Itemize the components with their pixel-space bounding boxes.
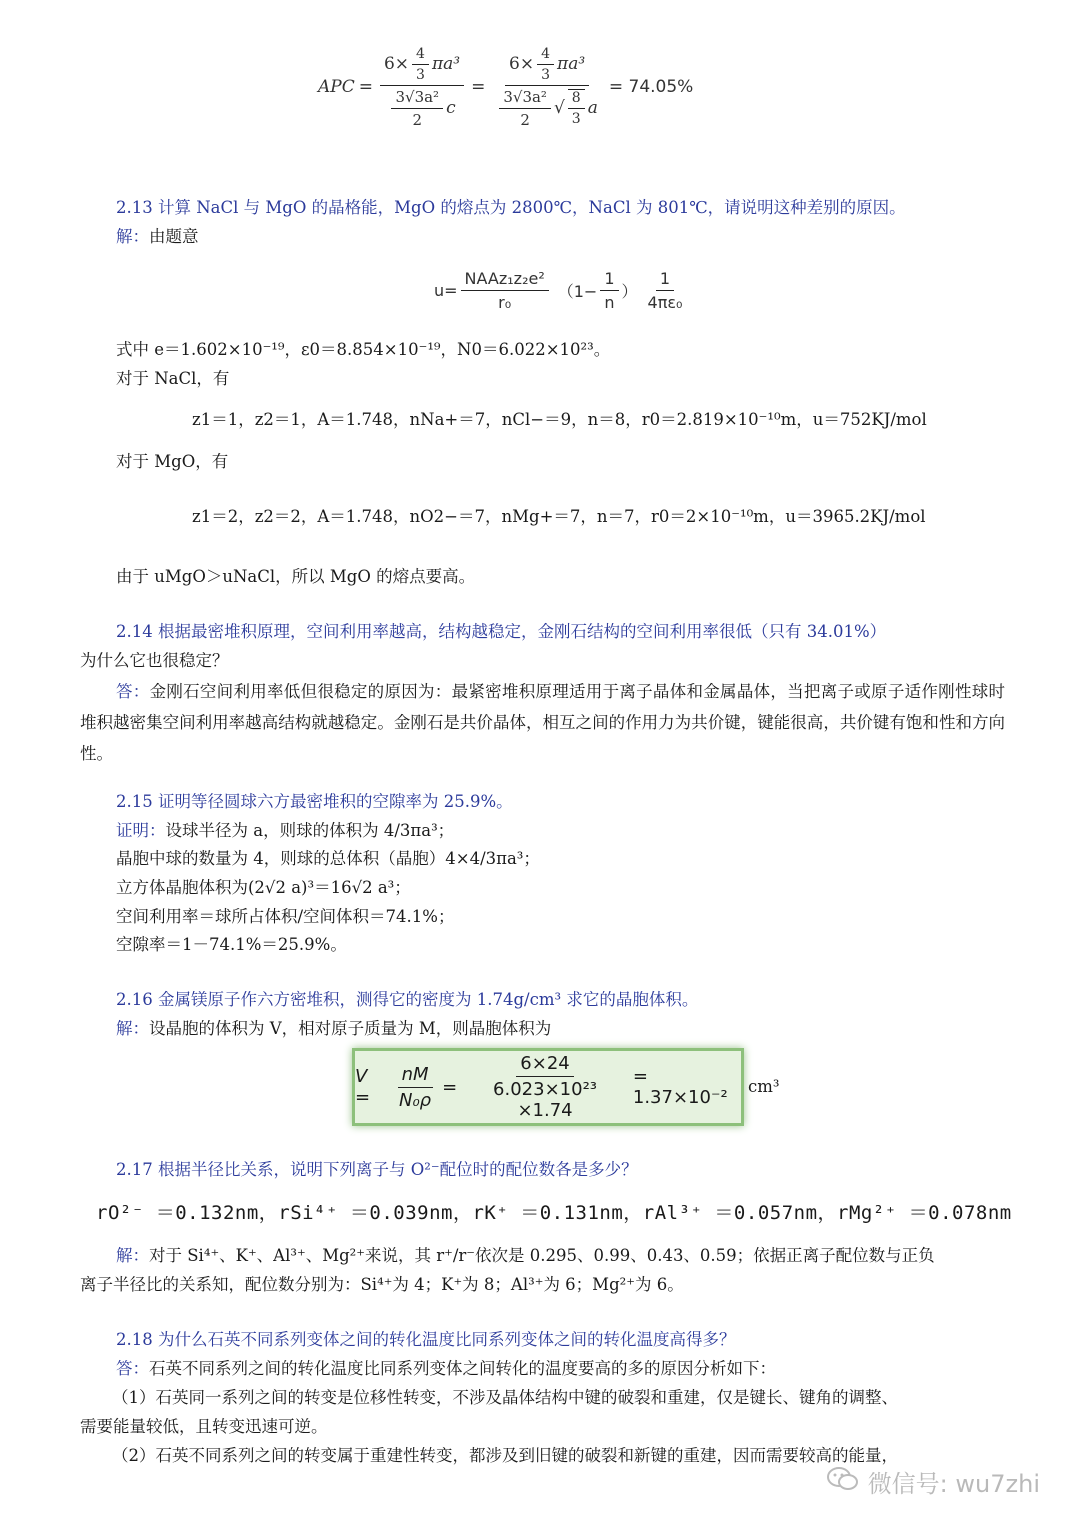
proof-2-15-line2: 晶胞中球的数量为 4，则球的总体积（晶胞）4×4/3πa³； [116, 849, 540, 868]
wechat-icon [826, 1465, 860, 1499]
mgo-heading: 对于 MgO，有 [116, 452, 229, 471]
answer-2-18-point1-line1: （1）石英同一系列之间的转变是位移性转变，不涉及晶体结构中键的破裂和重建，仅是键长、键角的调整、 [112, 1388, 898, 1407]
question-2-18-title: 2.18 为什么石英不同系列变体之间的转化温度比同系列变体之间的转化温度高得多？ [116, 1330, 736, 1349]
answer-2-14: 答：金刚石空间利用率低但很稳定的原因为：最紧密堆积原理适用于离子晶体和金属晶体，当把离子或原子适作刚性球时堆积越密集空间利用率越高结构就越稳定。金刚石是共价晶体，相互之间的作用力为共价键，键能很高，共价键有饱和性和方向性。 [80, 682, 1006, 763]
apc-fraction-2: 6× $\frac{4}{3}$ πa³ $\frac{\text{3√3a²}}{2}$ √ $\frac{8}{3}$ a [492, 46, 602, 129]
proof-2-15-line1: 证明：设球半径为 a，则球的体积为 4/3πa³； [116, 821, 455, 840]
nacl-heading: 对于 NaCl，有 [116, 369, 230, 388]
q213-conclusion: 由于 uMgO＞uNaCl，所以 MgO 的熔点要高。 [116, 567, 476, 586]
proof-2-15-line3: 立方体晶胞体积为(2√2 a)³＝16√2 a³； [116, 878, 411, 897]
question-2-13-title: 2.13 计算 NaCl 与 MgO 的晶格能，MgO 的熔点为 2800℃，NaCl 为 801℃，请说明这种差别的原因。 [116, 198, 906, 217]
apc-result: = 74.05% [608, 77, 694, 97]
answer-2-17-line2: 离子半径比的关系知，配位数分别为：Si⁴⁺为 4；K⁺为 8；Al³⁺为 6；Mg²⁺为 6。 [80, 1275, 684, 1294]
ionic-radii-line: rO²⁻ ＝0.132nm，rSi⁴⁺ ＝0.039nm，rK⁺ ＝0.131nm，rAl³⁺ ＝0.057nm，rMg²⁺ ＝0.078nm [96, 1202, 1012, 1224]
apc-fraction-1: 6× $\frac{4}{3}$ πa³ $\frac{\text{3√3a²}}{2}$ c [380, 46, 464, 129]
answer-2-16-intro: 解：设晶胞的体积为 V，相对原子质量为 M，则晶胞体积为 [116, 1019, 552, 1038]
volume-formula-box: V = $\frac{nM}{\text{N₀ρ}}$ = $\frac{6\times 24}{\text{6.023×10²³ ×1.74}}$ = 1.37×10⁻² [352, 1048, 744, 1126]
answer-2-18-point2-line1: （2）石英不同系列之间的转变属于重建性转变，都涉及到旧键的破裂和新键的重建，因而需要较高的能量， [112, 1446, 898, 1465]
proof-2-15-line4: 空间利用率＝球所占体积/空间体积＝74.1%； [116, 907, 455, 926]
apc-label: APC [318, 77, 355, 97]
apc-formula: APC = 6× $\frac{4}{3}$ πa³ $\frac{\text{3√3a²}}{2}$ c = 6× $\frac{4}{3}$ πa³ $\frac{\text{3√3a²}}{2}$ √ $\frac{8}{3}$ a = 74.05% [318, 45, 694, 129]
answer-2-18-point1-line2: 需要能量较低，且转变迅速可逆。 [80, 1417, 328, 1436]
question-2-14-title-line2: 为什么它也很稳定？ [80, 651, 229, 670]
question-2-14-title-line1: 2.14 根据最密堆积原理，空间利用率越高，结构越稳定，金刚石结构的空间利用率很低（只有 34.01%） [116, 622, 887, 641]
answer-2-17-line1: 解：对于 Si⁴⁺、K⁺、Al³⁺、Mg²⁺来说，其 r⁺/r⁻依次是 0.295、0.99、0.43、0.59；依据正离子配位数与正负 [116, 1246, 935, 1265]
proof-2-15-line5: 空隙率＝1－74.1%＝25.9%。 [116, 935, 347, 954]
constants-line: 式中 e＝1.602×10⁻¹⁹，ε0＝8.854×10⁻¹⁹，N0＝6.022×10²³。 [116, 340, 611, 359]
lattice-energy-formula: u= $\frac{\text{NAAz₁z₂e²}}{\text{r₀}}$ （1− $\frac{1}{n}$ ） $\frac{1}{\text{4πε₀}}$ [434, 268, 683, 312]
answer-2-18-intro: 答：石英不同系列之间的转化温度比同系列变体之间转化的温度要高的多的原因分析如下： [116, 1359, 776, 1378]
question-2-15-title: 2.15 证明等径圆球六方最密堆积的空隙率为 25.9%。 [116, 792, 513, 811]
watermark-text: 微信号: wu7zhi [867, 1470, 1040, 1498]
question-2-16-title: 2.16 金属镁原子作六方密堆积，测得它的密度为 1.74g/cm³ 求它的晶胞体积。 [116, 990, 699, 1009]
volume-unit: cm³ [748, 1077, 780, 1096]
nacl-values: z1＝1，z2＝1，A＝1.748，nNa+＝7，nCl−＝9，n＝8，r0＝2.819×10⁻¹⁰m，u＝752KJ/mol [192, 410, 927, 429]
watermark [826, 1464, 1040, 1499]
question-2-17-title: 2.17 根据半径比关系，说明下列离子与 O²⁻配位时的配位数各是多少？ [116, 1160, 638, 1179]
mgo-values: z1＝2，z2＝2，A＝1.748，nO2−＝7，nMg+＝7，n＝7，r0＝2×10⁻¹⁰m，u＝3965.2KJ/mol [192, 507, 926, 526]
answer-2-13-intro: 解：由题意 [116, 227, 199, 246]
